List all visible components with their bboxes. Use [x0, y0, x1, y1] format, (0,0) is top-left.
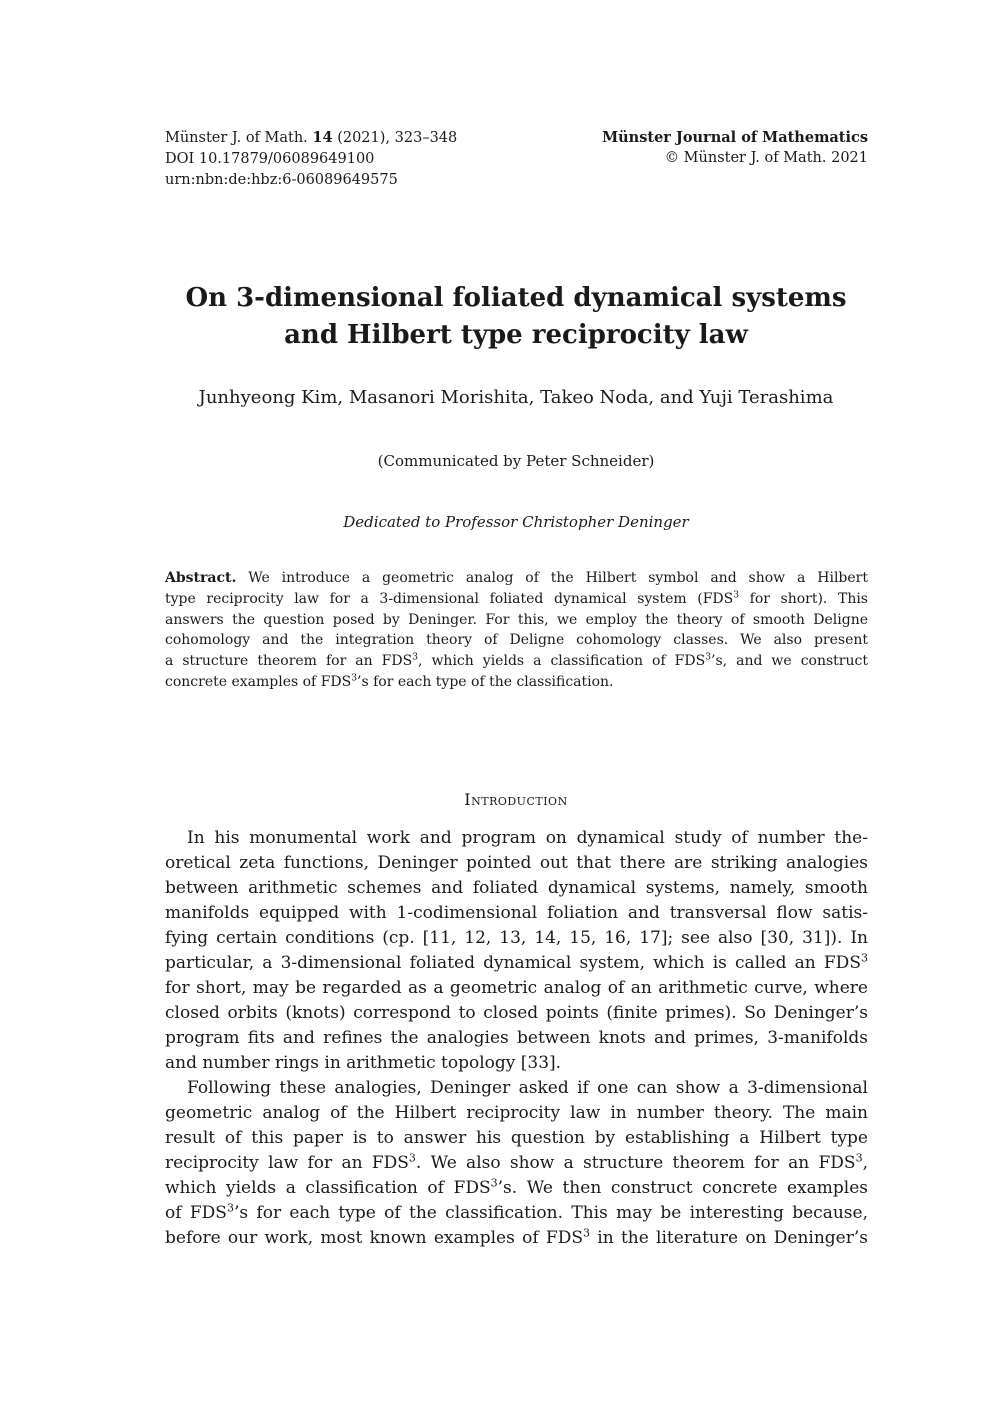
paragraph-line: geometric analog of the Hilbert reciprocity law in number theory. The main	[165, 1103, 868, 1123]
paragraph-line: Following these analogies, Deninger asked if one can show a 3-dimensional	[187, 1078, 868, 1098]
paragraph-line: result of this paper is to answer his question by establishing a Hilbert type	[165, 1128, 868, 1148]
abstract-line: a structure theorem for an FDS$^3$, which yields a classification of FDS$^3$’s, and we construct	[165, 652, 868, 670]
paragraph-line: program fits and refines the analogies between knots and primes, 3-manifolds	[165, 1028, 868, 1048]
title-line-1: On 3-dimensional foliated dynamical systems	[185, 283, 847, 313]
authors: Junhyeong Kim, Masanori Morishita, Takeo Noda, and Yuji Terashima	[198, 387, 834, 408]
journal-reference: Münster J. of Math. 14 (2021), 323–348	[165, 129, 458, 146]
paragraph-line: fying certain conditions (cp. [11, 12, 13, 14, 15, 16, 17]; see also [30, 31]). In	[165, 928, 868, 948]
paper-title	[16, 280, 1000, 354]
header-right	[602, 127, 868, 169]
header-left	[165, 127, 457, 191]
abstract	[165, 568, 868, 693]
communicated-by: (Communicated by Peter Schneider)	[377, 452, 655, 470]
paragraph-line: before our work, most known examples of FDS$^3$ in the literature on Deninger’s	[165, 1226, 868, 1248]
abstract-line: cohomology and the integration theory of Deligne cohomology classes. We also present	[165, 632, 868, 649]
doi: DOI 10.17879/06089649100	[165, 151, 375, 167]
paragraph-line: closed orbits (knots) correspond to closed points (finite primes). So Deninger’s	[165, 1003, 868, 1023]
title-line-2: and Hilbert type reciprocity law	[284, 320, 748, 350]
abstract-label: Abstract.	[165, 570, 237, 586]
copyright-line: © Münster J. of Math. 2021	[664, 150, 868, 166]
dedication: Dedicated to Professor Christopher Deninger	[343, 513, 689, 531]
volume-number: 14	[312, 129, 333, 146]
abstract-line: concrete examples of FDS$^3$’s for each type of the classification.	[165, 673, 614, 690]
section-heading: Introduction	[464, 790, 568, 809]
journal-name: Münster Journal of Mathematics	[602, 129, 868, 146]
paragraph-line: for short, may be regarded as a geometric analog of an arithmetic curve, where	[165, 978, 868, 998]
paragraph-line: which yields a classification of FDS$^3$’s. We then construct concrete examples	[165, 1176, 868, 1198]
paragraph-line: between arithmetic schemes and foliated dynamical systems, namely, smooth	[165, 878, 868, 898]
paragraph-line: oretical zeta functions, Deninger pointed out that there are striking analogies	[165, 853, 868, 873]
urn: urn:nbn:de:hbz:6-06089649575	[165, 172, 398, 188]
paragraph-line: reciprocity law for an FDS$^3$. We also show a structure theorem for an FDS$^3$,	[165, 1151, 868, 1173]
abstract-line: Abstract. We introduce a geometric analog of the Hilbert symbol and show a Hilbert	[165, 570, 868, 586]
paragraph-line: particular, a 3-dimensional foliated dynamical system, which is called an FDS$^3$	[165, 951, 868, 973]
introduction-body	[165, 826, 868, 1251]
paragraph-line: manifolds equipped with 1-codimensional foliation and transversal flow satis-	[165, 903, 868, 923]
abstract-line: type reciprocity law for a 3-dimensional foliated dynamical system (FDS$^3$ for short). This	[165, 590, 868, 607]
paragraph-line: In his monumental work and program on dynamical study of number the-	[187, 828, 868, 848]
paragraph-line: and number rings in arithmetic topology [33].	[165, 1053, 562, 1073]
paragraph-line: of FDS$^3$’s for each type of the classification. This may be interesting because,	[165, 1201, 868, 1223]
abstract-line: answers the question posed by Deninger. For this, we employ the theory of smooth Deligne	[165, 611, 868, 628]
